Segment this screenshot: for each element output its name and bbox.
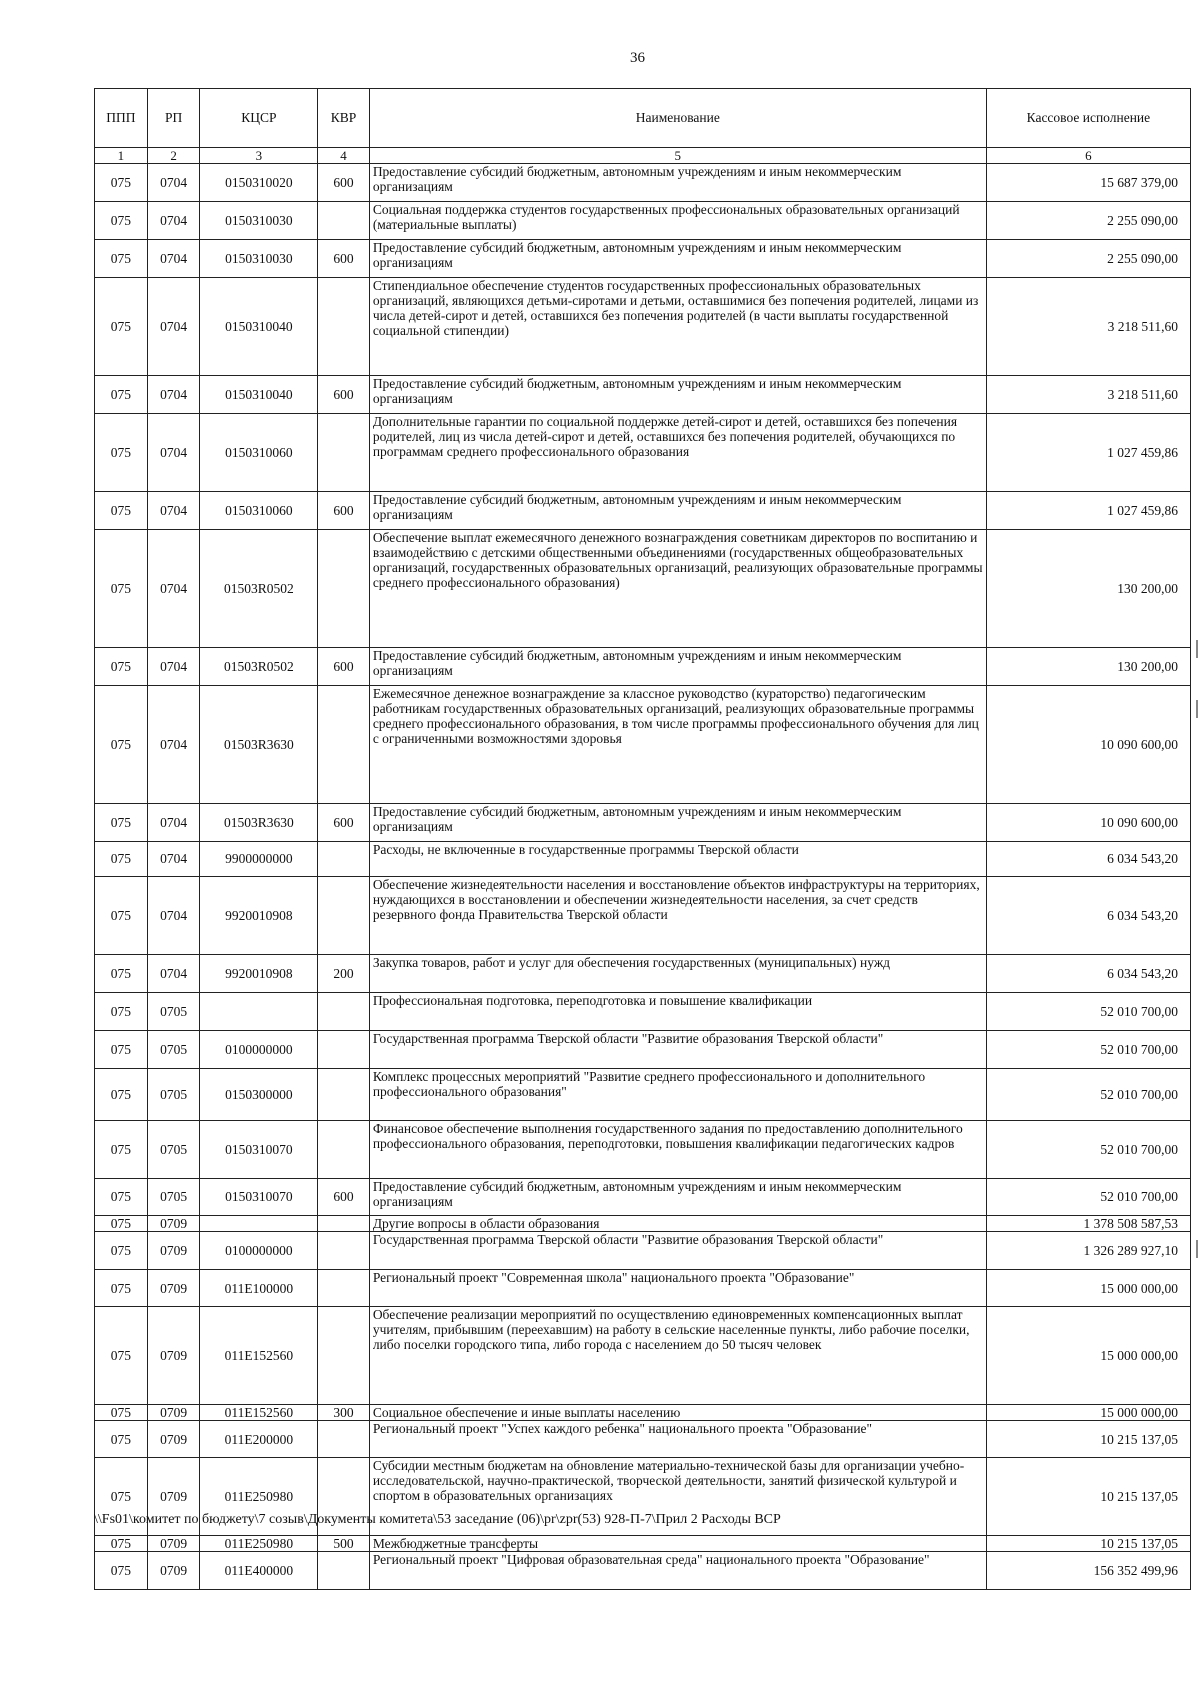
cell-rp: 0704 — [147, 278, 200, 376]
column-number: 5 — [369, 148, 986, 164]
cell-kvr: 600 — [318, 376, 370, 414]
cell-rp: 0704 — [147, 202, 200, 240]
cell-ppp: 075 — [95, 993, 148, 1031]
table-row — [95, 648, 1191, 686]
cell-kcsr: 0150310020 — [200, 164, 318, 202]
cell-name: Финансовое обеспечение выполнения государственного задания по предоставлению дополнительного профессионального образования, переподготовки, повышения квалификации педагогических кадров — [369, 1121, 986, 1179]
cell-kvr: 600 — [318, 648, 370, 686]
cell-name: Предоставление субсидий бюджетным, автономным учреждениям и иным некоммерческим организациям — [369, 492, 986, 530]
cell-amount: 1 027 459,86 — [986, 414, 1190, 492]
cell-rp: 0704 — [147, 955, 200, 993]
cell-rp: 0709 — [147, 1458, 200, 1536]
cell-name: Предоставление субсидий бюджетным, автономным учреждениям и иным некоммерческим организациям — [369, 164, 986, 202]
cell-ppp: 075 — [95, 1536, 148, 1552]
cell-kcsr: 011E200000 — [200, 1421, 318, 1458]
column-number: 3 — [200, 148, 318, 164]
table-row — [95, 686, 1191, 804]
cell-name: Региональный проект "Современная школа" национального проекта "Образование" — [369, 1270, 986, 1307]
cell-name: Региональный проект "Успех каждого ребенка" национального проекта "Образование" — [369, 1421, 986, 1458]
cell-kcsr — [200, 993, 318, 1031]
cell-rp: 0704 — [147, 530, 200, 648]
cell-name: Комплекс процессных мероприятий "Развитие среднего профессионального и дополнительного профессионального образования" — [369, 1069, 986, 1121]
cell-name: Предоставление субсидий бюджетным, автономным учреждениям и иным некоммерческим организациям — [369, 648, 986, 686]
cell-ppp: 075 — [95, 877, 148, 955]
cell-kvr: 600 — [318, 240, 370, 278]
cell-kvr — [318, 1421, 370, 1458]
cell-ppp: 075 — [95, 202, 148, 240]
cell-amount: 10 090 600,00 — [986, 804, 1190, 842]
cell-name: Обеспечение жизнедеятельности населения и восстановление объектов инфраструктуры на территориях, нуждающихся в восстановлении и обеспечении жизнедеятельности населения, за счет средств резервного фонда Правительства Тверской области — [369, 877, 986, 955]
cell-amount: 156 352 499,96 — [986, 1552, 1190, 1590]
cell-ppp: 075 — [95, 1031, 148, 1069]
column-number: 1 — [95, 148, 148, 164]
header-ppp: ППП — [95, 89, 148, 148]
cell-kvr — [318, 1232, 370, 1270]
cell-ppp: 075 — [95, 1179, 148, 1216]
cell-ppp: 075 — [95, 1216, 148, 1232]
cell-kcsr: 01503R3630 — [200, 686, 318, 804]
table-row — [95, 278, 1191, 376]
cell-kcsr: 011E100000 — [200, 1270, 318, 1307]
table-row — [95, 164, 1191, 202]
cell-ppp: 075 — [95, 240, 148, 278]
cell-name: Стипендиальное обеспечение студентов государственных профессиональных образовательных организаций, являющихся детьми-сиротами и детьми, оставшимися без попечения родителей, лицами из числа детей-сирот и детей, оставшихся без попечения родителей (в части выплаты государственной социальной стипендии) — [369, 278, 986, 376]
cell-kcsr: 9900000000 — [200, 842, 318, 877]
cell-name: Социальное обеспечение и иные выплаты населению — [369, 1405, 986, 1421]
column-number: 4 — [318, 148, 370, 164]
table-row — [95, 1536, 1191, 1552]
cell-kcsr: 011E400000 — [200, 1552, 318, 1590]
cell-ppp: 075 — [95, 278, 148, 376]
column-number: 6 — [986, 148, 1190, 164]
cell-kvr: 600 — [318, 1179, 370, 1216]
cell-rp: 0704 — [147, 164, 200, 202]
cell-kvr — [318, 1121, 370, 1179]
cell-rp: 0704 — [147, 376, 200, 414]
cell-name: Другие вопросы в области образования — [369, 1216, 986, 1232]
cell-ppp: 075 — [95, 804, 148, 842]
scan-edge-mark — [1196, 700, 1198, 718]
cell-kcsr: 0150310070 — [200, 1179, 318, 1216]
cell-amount: 130 200,00 — [986, 530, 1190, 648]
cell-name: Межбюджетные трансферты — [369, 1536, 986, 1552]
cell-name: Предоставление субсидий бюджетным, автономным учреждениям и иным некоммерческим организациям — [369, 376, 986, 414]
cell-name: Профессиональная подготовка, переподготовка и повышение квалификации — [369, 993, 986, 1031]
cell-amount: 3 218 511,60 — [986, 376, 1190, 414]
cell-amount: 2 255 090,00 — [986, 240, 1190, 278]
cell-kvr — [318, 278, 370, 376]
cell-amount: 52 010 700,00 — [986, 1121, 1190, 1179]
cell-name: Закупка товаров, работ и услуг для обеспечения государственных (муниципальных) нужд — [369, 955, 986, 993]
cell-rp: 0704 — [147, 877, 200, 955]
cell-kcsr: 01503R0502 — [200, 648, 318, 686]
cell-rp: 0709 — [147, 1216, 200, 1232]
cell-kcsr: 0150310040 — [200, 376, 318, 414]
cell-kvr — [318, 1031, 370, 1069]
cell-name: Предоставление субсидий бюджетным, автономным учреждениям и иным некоммерческим организациям — [369, 240, 986, 278]
cell-ppp: 075 — [95, 1405, 148, 1421]
table-body — [95, 164, 1191, 1590]
cell-kcsr: 9920010908 — [200, 877, 318, 955]
cell-rp: 0705 — [147, 1069, 200, 1121]
cell-name: Обеспечение выплат ежемесячного денежного вознаграждения советникам директоров по воспитанию и взаимодействию с детскими общественными объединениями (государственных общеобразовательных организаций, государственных образовательных организаций, реализующих образовательные программы среднего профессионального образования) — [369, 530, 986, 648]
cell-kvr: 600 — [318, 164, 370, 202]
cell-rp: 0705 — [147, 993, 200, 1031]
cell-amount: 6 034 543,20 — [986, 955, 1190, 993]
cell-kcsr: 011E152560 — [200, 1405, 318, 1421]
cell-name: Предоставление субсидий бюджетным, автономным учреждениям и иным некоммерческим организациям — [369, 804, 986, 842]
table-row — [95, 1405, 1191, 1421]
table-row — [95, 1270, 1191, 1307]
cell-amount: 130 200,00 — [986, 648, 1190, 686]
cell-kvr: 600 — [318, 804, 370, 842]
table-row — [95, 240, 1191, 278]
cell-amount: 1 378 508 587,53 — [986, 1216, 1190, 1232]
cell-amount: 15 000 000,00 — [986, 1405, 1190, 1421]
cell-name: Расходы, не включенные в государственные программы Тверской области — [369, 842, 986, 877]
table-row — [95, 1232, 1191, 1270]
cell-kcsr: 011E152560 — [200, 1307, 318, 1405]
table-row — [95, 955, 1191, 993]
cell-kvr — [318, 1069, 370, 1121]
table-row — [95, 1179, 1191, 1216]
table-row — [95, 1121, 1191, 1179]
cell-name: Дополнительные гарантии по социальной поддержке детей-сирот и детей, оставшихся без попечения родителей, лиц из числа детей-сирот и детей, оставшихся без попечения родителей, обучающихся по программам среднего профессионального образования — [369, 414, 986, 492]
cell-ppp: 075 — [95, 414, 148, 492]
cell-rp: 0704 — [147, 842, 200, 877]
cell-name: Предоставление субсидий бюджетным, автономным учреждениям и иным некоммерческим организациям — [369, 1179, 986, 1216]
cell-kcsr: 0150310070 — [200, 1121, 318, 1179]
cell-name: Субсидии местным бюджетам на обновление материально-технической базы для организации учебно-исследовательской, научно-практической, творческой деятельности, занятий физической культурой и спортом в образовательных организациях — [369, 1458, 986, 1536]
cell-rp: 0709 — [147, 1536, 200, 1552]
table-row — [95, 492, 1191, 530]
cell-amount: 52 010 700,00 — [986, 1179, 1190, 1216]
cell-rp: 0704 — [147, 414, 200, 492]
cell-ppp: 075 — [95, 164, 148, 202]
cell-ppp: 075 — [95, 492, 148, 530]
cell-kcsr: 01503R3630 — [200, 804, 318, 842]
table-row — [95, 1031, 1191, 1069]
cell-amount: 10 215 137,05 — [986, 1458, 1190, 1536]
cell-kcsr: 0150310030 — [200, 202, 318, 240]
cell-kvr — [318, 530, 370, 648]
table-row — [95, 804, 1191, 842]
cell-kcsr: 9920010908 — [200, 955, 318, 993]
header-rp: РП — [147, 89, 200, 148]
cell-ppp: 075 — [95, 842, 148, 877]
cell-rp: 0709 — [147, 1405, 200, 1421]
header-name: Наименование — [369, 89, 986, 148]
table-row — [95, 202, 1191, 240]
cell-rp: 0709 — [147, 1421, 200, 1458]
cell-amount: 15 687 379,00 — [986, 164, 1190, 202]
footer-file-path: \\Fs01\комитет по бюджету\7 созыв\Документы комитета\53 заседание (06)\pr\zpr(53) 928-П-7\Прил 2 Расходы ВСР — [94, 1512, 781, 1527]
cell-name: Региональный проект "Цифровая образовательная среда" национального проекта "Образование" — [369, 1552, 986, 1590]
cell-amount: 52 010 700,00 — [986, 1069, 1190, 1121]
table-row — [95, 993, 1191, 1031]
cell-name: Государственная программа Тверской области "Развитие образования Тверской области" — [369, 1232, 986, 1270]
cell-kvr: 300 — [318, 1405, 370, 1421]
cell-rp: 0704 — [147, 648, 200, 686]
cell-ppp: 075 — [95, 1552, 148, 1590]
header-amount: Кассовое исполнение — [986, 89, 1190, 148]
cell-kvr: 200 — [318, 955, 370, 993]
cell-kvr: 500 — [318, 1536, 370, 1552]
cell-ppp: 075 — [95, 376, 148, 414]
table-row — [95, 1216, 1191, 1232]
table-row — [95, 376, 1191, 414]
cell-kvr — [318, 877, 370, 955]
table-row — [95, 877, 1191, 955]
cell-ppp: 075 — [95, 1069, 148, 1121]
cell-kvr — [318, 202, 370, 240]
table-row — [95, 414, 1191, 492]
cell-kvr — [318, 1307, 370, 1405]
cell-kcsr: 011E250980 — [200, 1536, 318, 1552]
cell-kvr — [318, 1552, 370, 1590]
header-kcsr: КЦСР — [200, 89, 318, 148]
cell-amount: 15 000 000,00 — [986, 1270, 1190, 1307]
cell-amount: 1 326 289 927,10 — [986, 1232, 1190, 1270]
cell-rp: 0709 — [147, 1307, 200, 1405]
cell-rp: 0704 — [147, 804, 200, 842]
cell-amount: 10 215 137,05 — [986, 1536, 1190, 1552]
budget-table — [94, 88, 1191, 1590]
cell-rp: 0705 — [147, 1121, 200, 1179]
table-row — [95, 530, 1191, 648]
cell-ppp: 075 — [95, 530, 148, 648]
cell-kcsr: 0100000000 — [200, 1031, 318, 1069]
cell-rp: 0704 — [147, 686, 200, 804]
table-row — [95, 842, 1191, 877]
cell-name: Обеспечение реализации мероприятий по осуществлению единовременных компенсационных выплат учителям, прибывшим (переехавшим) на работу в сельские населенные пункты, либо рабочие поселки, либо поселки городского типа, либо города с населением до 50 тысяч человек — [369, 1307, 986, 1405]
cell-kcsr: 01503R0502 — [200, 530, 318, 648]
cell-kvr — [318, 1216, 370, 1232]
cell-name: Ежемесячное денежное вознаграждение за классное руководство (кураторство) педагогическим работникам государственных образовательных организаций, реализующих образовательные программы среднего профессионального образования, в том числе программы профессионального обучения для лиц с ограниченными возможностями здоровья — [369, 686, 986, 804]
cell-amount: 10 090 600,00 — [986, 686, 1190, 804]
cell-kvr — [318, 842, 370, 877]
cell-rp: 0705 — [147, 1179, 200, 1216]
column-number: 2 — [147, 148, 200, 164]
cell-amount: 1 027 459,86 — [986, 492, 1190, 530]
table-row — [95, 1069, 1191, 1121]
cell-kvr — [318, 686, 370, 804]
cell-name: Социальная поддержка студентов государственных профессиональных образовательных организаций (материальные выплаты) — [369, 202, 986, 240]
cell-amount: 10 215 137,05 — [986, 1421, 1190, 1458]
scan-edge-mark — [1196, 1240, 1198, 1258]
cell-rp: 0709 — [147, 1552, 200, 1590]
cell-kcsr: 011E250980 — [200, 1458, 318, 1536]
cell-amount: 52 010 700,00 — [986, 1031, 1190, 1069]
cell-kcsr: 0150300000 — [200, 1069, 318, 1121]
cell-amount: 6 034 543,20 — [986, 842, 1190, 877]
cell-amount: 15 000 000,00 — [986, 1307, 1190, 1405]
table-row — [95, 1552, 1191, 1590]
cell-ppp: 075 — [95, 955, 148, 993]
cell-rp: 0709 — [147, 1232, 200, 1270]
cell-kcsr: 0150310060 — [200, 492, 318, 530]
cell-ppp: 075 — [95, 1307, 148, 1405]
cell-rp: 0709 — [147, 1270, 200, 1307]
scan-edge-mark — [1196, 640, 1198, 658]
cell-kvr — [318, 1270, 370, 1307]
cell-amount: 2 255 090,00 — [986, 202, 1190, 240]
page-number: 36 — [630, 50, 645, 66]
cell-ppp: 075 — [95, 1421, 148, 1458]
table-row — [95, 1421, 1191, 1458]
cell-kvr: 600 — [318, 492, 370, 530]
cell-ppp: 075 — [95, 686, 148, 804]
table-row — [95, 1307, 1191, 1405]
cell-amount: 52 010 700,00 — [986, 993, 1190, 1031]
cell-amount: 3 218 511,60 — [986, 278, 1190, 376]
column-number-row — [95, 148, 1191, 164]
cell-kcsr: 0100000000 — [200, 1232, 318, 1270]
header-row — [95, 89, 1191, 148]
cell-kvr — [318, 993, 370, 1031]
cell-kcsr — [200, 1216, 318, 1232]
header-kvr: КВР — [318, 89, 370, 148]
cell-ppp: 075 — [95, 1121, 148, 1179]
cell-kcsr: 0150310040 — [200, 278, 318, 376]
cell-kcsr: 0150310060 — [200, 414, 318, 492]
cell-rp: 0705 — [147, 1031, 200, 1069]
cell-rp: 0704 — [147, 240, 200, 278]
cell-kcsr: 0150310030 — [200, 240, 318, 278]
cell-ppp: 075 — [95, 648, 148, 686]
cell-kvr — [318, 414, 370, 492]
cell-ppp: 075 — [95, 1270, 148, 1307]
cell-amount: 6 034 543,20 — [986, 877, 1190, 955]
cell-ppp: 075 — [95, 1232, 148, 1270]
cell-name: Государственная программа Тверской области "Развитие образования Тверской области" — [369, 1031, 986, 1069]
cell-ppp: 075 — [95, 1458, 148, 1536]
cell-rp: 0704 — [147, 492, 200, 530]
